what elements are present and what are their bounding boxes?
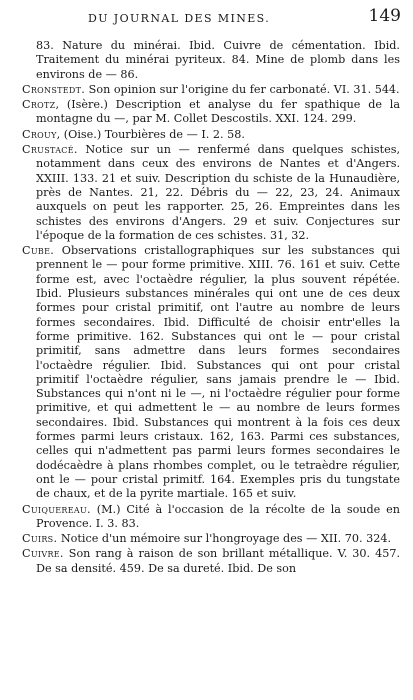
entry-head: Cube. — [22, 244, 55, 258]
entry-text: Son opinion sur l'origine du fer carbonaté. VI. 31. 544. — [85, 82, 400, 96]
entry-head: Cuivre. — [22, 547, 64, 561]
entry-text: Notice sur un — renfermé dans quelques schistes, notamment dans ceux des environs de Nantes et d'Angers. XXIII. 133. 21 et suiv. Description du schiste de la Hunaudière, près de Nantes. 21, 22. Débris du — 22, 23, 24. Animaux auxquels on peut les rapporter. 25, 26. Empreintes dans les schistes des environs d'Angers. 29 et suiv. Conjectures sur l'époque de la formation de ces schistes. 31, 32. — [36, 143, 400, 242]
index-entry-cuiquereau — [22, 503, 400, 532]
entry-head: Cuiquereau. — [22, 502, 91, 516]
entry-text: , (Oise.) Tourbières de — I. 2. 58. — [56, 127, 245, 141]
index-entry-continuation — [36, 39, 400, 82]
index-entry-crouy — [22, 128, 400, 142]
entry-head: Crustacé. — [22, 143, 78, 157]
index-body — [22, 39, 400, 577]
index-entry-cuirs — [22, 532, 400, 546]
entry-text: , (Isère.) Description et analyse du fer spathique de la montagne du —, par M. Collet Descostils. XXI. 124. 299. — [36, 98, 400, 126]
entry-head: Cronstedt. — [22, 82, 86, 96]
entry-text: (M.) Cité à l'occasion de la récolte de la soude en Provence. I. 3. 83. — [36, 502, 400, 530]
page-number: 149 — [368, 6, 401, 26]
running-title: DU JOURNAL DES MINES. — [88, 12, 271, 25]
entry-text: Observations cristallographiques sur les substances qui prennent le — pour forme primitive. XIII. 76. 161 et suiv. Cette forme est, avec l'octaèdre régulier, la plus souvent répétée. Ibid. Plusieurs substances minérales qui ont une de ces deux formes pour cristal primitif, ont l'autre au nombre de leurs formes secondaires. Ibid. Difficulté de choisir entr'elles la forme primitive. 162. Substances qui ont le — pour cristal primitif, sans admettre dans leurs formes secondaires l'octaèdre régulier. Ibid. Substances qui ont pour cristal primitif l'octaèdre régulier, sans jamais prendre le — Ibid. Substances qui n'ont ni le —, ni l'octaèdre régulier pour forme primitive, et qui admettent le — au nombre de leurs formes secondaires. Ibid. Substances qui montrent à la fois ces deux formes parmi leurs cristaux. 162, 163. Parmi ces substances, celles qui n'admettent pas parmi leurs formes secondaires le dodécaèdre à plans rhombes complet, ou le tetraèdre régulier, ont le — pour cristal primitf. 164. Exemples pris du tungstate de chaux, et de la pyrite martiale. 165 et suiv. — [36, 244, 400, 501]
index-entry-crustace — [22, 143, 400, 243]
entry-head: Crotz — [22, 98, 56, 112]
index-entry-cronstedt — [22, 83, 400, 97]
index-entry-crotz — [22, 98, 400, 127]
entry-text: Son rang à raison de son brillant métallique. V. 30. 457. De sa densité. 459. De sa dureté. Ibid. De son — [36, 547, 400, 575]
entry-head: Cuirs. — [22, 532, 58, 546]
page-header — [0, 4, 413, 34]
index-entry-cube — [22, 244, 400, 501]
entry-text: 83. Nature du minérai. Ibid. Cuivre de cémentation. Ibid. Traitement du minérai pyriteux. 84. Mine de plomb dans les environs de — 86. — [36, 39, 400, 81]
entry-text: Notice d'un mémoire sur l'hongroyage des — XII. 70. 324. — [57, 532, 392, 546]
index-entry-cuivre — [22, 547, 400, 576]
entry-head: Crouy — [22, 127, 57, 141]
